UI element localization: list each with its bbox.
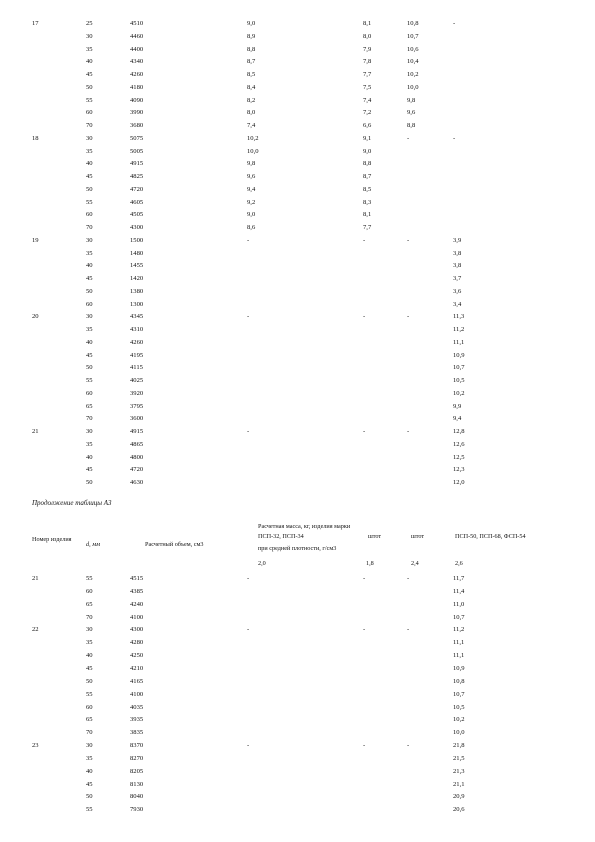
- table-row: [0, 727, 595, 738]
- cell-mass-a: -: [247, 428, 250, 435]
- cell-mass-d: 11,1: [453, 338, 465, 346]
- cell-volume: 4605: [130, 198, 144, 206]
- cell-mass-d: 10,7: [453, 613, 465, 621]
- cell-mass-a: -: [247, 575, 250, 582]
- cell-mass-d: 10,2: [453, 716, 465, 724]
- cell-mass-c: -: [407, 313, 410, 321]
- cell-mass-a: 8,6: [247, 224, 256, 231]
- cell-volume: 4720: [130, 185, 144, 193]
- cell-volume: 1380: [130, 287, 144, 295]
- table-row: [0, 184, 595, 195]
- cell-diameter: 55: [86, 575, 93, 582]
- cell-mass-b: 7,8: [363, 58, 372, 66]
- cell-diameter: 45: [86, 664, 93, 672]
- cell-volume: 4100: [130, 690, 144, 698]
- cell-mass-b: -: [363, 313, 366, 321]
- cell-mass-a: 8,9: [247, 32, 256, 40]
- table-row: [0, 133, 595, 144]
- table-row: [0, 740, 595, 751]
- header-grade-a: ПСП-32, ПСП-34: [258, 533, 304, 540]
- cell-mass-d: 10,7: [453, 364, 465, 372]
- cell-mass-d: 10,8: [453, 677, 465, 685]
- cell-mass-d: 9,9: [453, 402, 462, 410]
- table-row: [0, 31, 595, 42]
- table-row: [0, 464, 595, 475]
- cell-mass-d: 10,5: [453, 703, 465, 711]
- cell-volume: 3680: [130, 122, 144, 129]
- cell-mass-d: 10,9: [453, 351, 465, 359]
- cell-volume: 4505: [130, 211, 144, 219]
- cell-diameter: 60: [86, 389, 93, 397]
- cell-product-no: 21: [32, 428, 39, 435]
- cell-diameter: 45: [86, 466, 93, 474]
- table-row: [0, 779, 595, 790]
- table-row: [0, 222, 595, 233]
- cell-volume: 3920: [130, 389, 144, 397]
- cell-diameter: 35: [86, 440, 93, 448]
- cell-mass-d: 11,7: [453, 575, 465, 582]
- cell-volume: 4340: [130, 58, 144, 66]
- cell-volume: 4310: [130, 326, 144, 333]
- cell-mass-a: -: [247, 626, 250, 634]
- cell-mass-c: 10,2: [407, 71, 419, 78]
- cell-diameter: 50: [86, 83, 93, 91]
- cell-diameter: 50: [86, 677, 93, 685]
- table-row: [0, 375, 595, 386]
- cell-mass-d: 11,2: [453, 326, 465, 333]
- cell-mass-b: 8,3: [363, 198, 372, 206]
- table-row: [0, 197, 595, 208]
- cell-mass-a: 9,4: [247, 185, 256, 193]
- cell-diameter: 55: [86, 690, 93, 698]
- cell-diameter: 60: [86, 587, 93, 595]
- cell-volume: 4250: [130, 652, 144, 660]
- cell-mass-b: 6,6: [363, 122, 372, 129]
- cell-product-no: 18: [32, 134, 39, 142]
- cell-product-no: 23: [32, 742, 39, 750]
- cell-mass-d: 3,8: [453, 249, 462, 257]
- cell-volume: 7930: [130, 806, 144, 814]
- cell-mass-d: 3,4: [453, 300, 462, 308]
- cell-diameter: 45: [86, 780, 93, 788]
- cell-product-no: 20: [32, 313, 39, 321]
- cell-volume: 4100: [130, 613, 144, 621]
- cell-diameter: 45: [86, 351, 93, 359]
- cell-volume: 4280: [130, 639, 144, 647]
- cell-product-no: 17: [32, 20, 39, 27]
- table-row: [0, 388, 595, 399]
- cell-volume: 4260: [130, 338, 144, 346]
- header-grade-c: штот: [411, 533, 425, 540]
- cell-diameter: 60: [86, 211, 93, 219]
- cell-mass-a: 10,2: [247, 134, 259, 142]
- cell-mass-b: 7,7: [363, 224, 372, 231]
- cell-diameter: 40: [86, 160, 93, 168]
- cell-volume: 3990: [130, 109, 144, 117]
- cell-mass-c: 10,0: [407, 83, 419, 91]
- cell-mass-d: 3,6: [453, 287, 462, 295]
- cell-mass-c: -: [407, 575, 410, 582]
- cell-mass-b: 7,9: [363, 45, 372, 53]
- header-product-no: Номер изделия: [32, 536, 72, 543]
- cell-mass-b: 8,1: [363, 20, 372, 27]
- cell-mass-d: 11,2: [453, 626, 465, 634]
- cell-mass-d: 11,1: [453, 639, 465, 647]
- header-diameter: d, мм: [86, 541, 101, 548]
- cell-diameter: 30: [86, 134, 93, 142]
- cell-mass-b: 7,5: [363, 83, 372, 91]
- cell-mass-b: -: [363, 236, 366, 244]
- cell-diameter: 35: [86, 754, 93, 762]
- cell-diameter: 70: [86, 729, 93, 737]
- table-row: [0, 273, 595, 284]
- cell-volume: 8130: [130, 780, 144, 788]
- cell-mass-a: 7,4: [247, 122, 256, 129]
- cell-volume: 8040: [130, 793, 144, 801]
- table-row: [0, 401, 595, 412]
- cell-diameter: 35: [86, 45, 93, 53]
- cell-diameter: 55: [86, 198, 93, 206]
- cell-mass-d: 12,8: [453, 428, 465, 435]
- cell-mass-b: -: [363, 575, 366, 582]
- cell-mass-b: -: [363, 626, 366, 634]
- header-density-4: 2,6: [455, 560, 463, 567]
- cell-mass-a: 10,0: [247, 147, 259, 155]
- cell-volume: 8270: [130, 754, 144, 762]
- table-caption: Продолжение таблицы А3: [32, 499, 112, 507]
- cell-mass-a: 9,2: [247, 198, 256, 206]
- table-row: [0, 702, 595, 713]
- table-row: [0, 624, 595, 635]
- cell-diameter: 35: [86, 326, 93, 333]
- table-row: [0, 766, 595, 777]
- cell-volume: 4345: [130, 313, 144, 321]
- cell-mass-b: 7,4: [363, 96, 372, 104]
- header-volume: Расчетный объем, см3: [145, 541, 204, 548]
- table-row: [0, 286, 595, 297]
- cell-mass-b: -: [363, 428, 366, 435]
- table-row: [0, 44, 595, 55]
- cell-volume: 1455: [130, 262, 144, 270]
- table-row: [0, 804, 595, 815]
- cell-volume: 3835: [130, 729, 144, 737]
- cell-mass-b: 7,2: [363, 109, 372, 117]
- cell-volume: 4260: [130, 71, 144, 78]
- cell-diameter: 65: [86, 600, 93, 608]
- header-mass-title: Расчетная масса, кг, изделия марки: [258, 523, 351, 530]
- cell-volume: 4210: [130, 664, 144, 672]
- table-row: [0, 158, 595, 169]
- cell-volume: 4460: [130, 32, 144, 40]
- cell-product-no: 21: [32, 575, 39, 582]
- cell-mass-c: -: [407, 236, 410, 244]
- cell-mass-a: 9,0: [247, 20, 256, 27]
- cell-mass-d: 11,4: [453, 587, 465, 595]
- cell-mass-d: 10,7: [453, 690, 465, 698]
- table-row: [0, 171, 595, 182]
- cell-diameter: 60: [86, 109, 93, 117]
- cell-mass-c: 10,7: [407, 32, 419, 40]
- cell-diameter: 30: [86, 313, 93, 321]
- cell-mass-d: 3,7: [453, 275, 462, 282]
- cell-volume: 4300: [130, 224, 144, 231]
- table-row: [0, 235, 595, 246]
- cell-mass-d: 20,9: [453, 793, 465, 801]
- cell-diameter: 70: [86, 224, 93, 231]
- cell-mass-c: 8,8: [407, 122, 416, 129]
- cell-mass-c: 10,4: [407, 58, 419, 66]
- cell-mass-d: 12,0: [453, 479, 465, 486]
- cell-mass-a: 8,4: [247, 83, 256, 91]
- cell-diameter: 45: [86, 173, 93, 180]
- cell-diameter: 40: [86, 652, 93, 660]
- cell-mass-d: 11,3: [453, 313, 465, 321]
- cell-diameter: 45: [86, 71, 93, 78]
- cell-mass-b: 8,1: [363, 211, 372, 219]
- header-density-2: 1,8: [366, 560, 374, 567]
- cell-mass-a: -: [247, 742, 250, 750]
- table-row: [0, 586, 595, 597]
- cell-mass-a: 8,2: [247, 96, 256, 104]
- table-row: [0, 426, 595, 437]
- cell-volume: 4300: [130, 626, 144, 634]
- table-row: [0, 599, 595, 610]
- table-row: [0, 120, 595, 131]
- table-row: [0, 612, 595, 623]
- cell-mass-b: 8,8: [363, 160, 372, 168]
- cell-mass-d: 11,1: [453, 652, 465, 660]
- cell-volume: 4240: [130, 600, 144, 608]
- cell-diameter: 55: [86, 806, 93, 814]
- cell-volume: 1420: [130, 275, 144, 282]
- cell-mass-d: 21,1: [453, 780, 465, 788]
- cell-volume: 4180: [130, 83, 144, 91]
- cell-volume: 4385: [130, 587, 144, 595]
- cell-mass-d: 12,6: [453, 440, 465, 448]
- cell-mass-c: 10,6: [407, 45, 419, 53]
- cell-mass-c: -: [407, 742, 410, 750]
- cell-mass-d: 11,0: [453, 600, 465, 608]
- cell-volume: 4115: [130, 364, 143, 372]
- header-grade-d: ПСП-50, ПСП-68, ФСП-54: [455, 533, 526, 540]
- cell-mass-b: 8,7: [363, 173, 372, 180]
- cell-volume: 4825: [130, 173, 144, 180]
- header-grade-b: штот: [368, 533, 382, 540]
- table-row: [0, 146, 595, 157]
- cell-mass-c: -: [407, 626, 410, 634]
- cell-volume: 4510: [130, 20, 144, 27]
- table-row: [0, 299, 595, 310]
- cell-mass-b: 8,5: [363, 185, 372, 193]
- cell-mass-d: 3,8: [453, 262, 462, 270]
- cell-diameter: 30: [86, 626, 93, 634]
- cell-mass-c: -: [407, 134, 410, 142]
- cell-mass-b: 9,1: [363, 134, 372, 142]
- cell-diameter: 70: [86, 415, 93, 423]
- cell-mass-d: 10,5: [453, 377, 465, 384]
- cell-mass-b: 9,0: [363, 147, 372, 155]
- cell-mass-c: 9,6: [407, 109, 416, 117]
- cell-volume: 5005: [130, 147, 144, 155]
- cell-diameter: 40: [86, 453, 93, 461]
- table-row: [0, 753, 595, 764]
- cell-volume: 3935: [130, 716, 144, 724]
- cell-mass-d: 12,3: [453, 466, 465, 474]
- cell-volume: 8370: [130, 742, 144, 750]
- table-row: [0, 477, 595, 488]
- table-row: [0, 573, 595, 584]
- table-row: [0, 260, 595, 271]
- cell-diameter: 30: [86, 236, 93, 244]
- cell-diameter: 45: [86, 275, 93, 282]
- cell-diameter: 55: [86, 377, 93, 384]
- cell-volume: 4865: [130, 440, 144, 448]
- cell-mass-d: 12,5: [453, 453, 465, 461]
- cell-volume: 1500: [130, 236, 144, 244]
- cell-diameter: 40: [86, 338, 93, 346]
- cell-volume: 4165: [130, 677, 144, 685]
- table-row: [0, 452, 595, 463]
- cell-volume: 4025: [130, 377, 144, 384]
- table-row: [0, 350, 595, 361]
- table-row: [0, 107, 595, 118]
- cell-mass-a: 8,7: [247, 58, 256, 66]
- cell-mass-d: 21,8: [453, 742, 465, 750]
- table-row: [0, 791, 595, 802]
- cell-volume: 1300: [130, 300, 144, 308]
- cell-diameter: 30: [86, 428, 93, 435]
- cell-volume: 4400: [130, 45, 144, 53]
- cell-extra: -: [453, 20, 456, 27]
- cell-mass-d: 9,4: [453, 415, 462, 423]
- cell-mass-a: 9,8: [247, 160, 256, 168]
- table-row: [0, 637, 595, 648]
- cell-diameter: 40: [86, 58, 93, 66]
- table-row: [0, 56, 595, 67]
- cell-volume: 8205: [130, 767, 144, 775]
- cell-volume: 4800: [130, 453, 144, 461]
- table-row: [0, 324, 595, 335]
- cell-diameter: 30: [86, 742, 93, 750]
- cell-mass-a: 8,8: [247, 45, 256, 53]
- cell-diameter: 50: [86, 364, 93, 372]
- header-density-3: 2,4: [411, 560, 419, 567]
- cell-diameter: 70: [86, 613, 93, 621]
- cell-mass-b: -: [363, 742, 366, 750]
- cell-volume: 4630: [130, 479, 144, 486]
- cell-product-no: 19: [32, 236, 39, 244]
- cell-mass-d: 10,0: [453, 729, 465, 737]
- cell-volume: 1480: [130, 249, 144, 257]
- table-row: [0, 663, 595, 674]
- cell-diameter: 35: [86, 147, 93, 155]
- cell-volume: 4195: [130, 351, 144, 359]
- cell-diameter: 25: [86, 20, 93, 27]
- cell-mass-b: 8,0: [363, 32, 372, 40]
- cell-diameter: 40: [86, 767, 93, 775]
- cell-mass-d: 10,9: [453, 664, 465, 672]
- cell-diameter: 65: [86, 716, 93, 724]
- cell-mass-a: -: [247, 313, 250, 321]
- cell-diameter: 50: [86, 479, 93, 486]
- cell-mass-d: 10,2: [453, 389, 465, 397]
- cell-mass-a: 8,0: [247, 109, 256, 117]
- table-row: [0, 362, 595, 373]
- cell-volume: 4035: [130, 703, 144, 711]
- header-density-note: при средней плотности, г/см3: [258, 545, 337, 552]
- cell-volume: 4515: [130, 575, 144, 582]
- cell-mass-a: -: [247, 236, 250, 244]
- table-row: [0, 676, 595, 687]
- table-row: [0, 248, 595, 259]
- cell-mass-c: 10,8: [407, 20, 419, 27]
- table-row: [0, 337, 595, 348]
- header-density-1: 2,0: [258, 560, 266, 567]
- cell-diameter: 50: [86, 287, 93, 295]
- cell-extra: -: [453, 134, 456, 142]
- cell-diameter: 40: [86, 262, 93, 270]
- table-row: [0, 95, 595, 106]
- cell-mass-a: 8,5: [247, 71, 256, 78]
- cell-mass-d: 21,3: [453, 767, 465, 775]
- cell-mass-a: 9,0: [247, 211, 256, 219]
- cell-volume: 3600: [130, 415, 144, 423]
- table-row: [0, 689, 595, 700]
- cell-mass-c: 9,8: [407, 96, 416, 104]
- cell-product-no: 22: [32, 626, 39, 634]
- table-row: [0, 69, 595, 80]
- cell-mass-c: -: [407, 428, 410, 435]
- cell-volume: 4720: [130, 466, 144, 474]
- cell-diameter: 50: [86, 185, 93, 193]
- cell-volume: 4915: [130, 428, 144, 435]
- cell-mass-d: 21,5: [453, 754, 465, 762]
- table-row: [0, 18, 595, 29]
- cell-mass-a: 9,6: [247, 173, 256, 180]
- table-row: [0, 413, 595, 424]
- cell-diameter: 65: [86, 402, 93, 410]
- cell-diameter: 70: [86, 122, 93, 129]
- table-row: [0, 82, 595, 93]
- cell-diameter: 55: [86, 96, 93, 104]
- table-row: [0, 209, 595, 220]
- cell-diameter: 60: [86, 703, 93, 711]
- cell-diameter: 50: [86, 793, 93, 801]
- cell-volume: 4090: [130, 96, 144, 104]
- cell-volume: 5075: [130, 134, 144, 142]
- cell-diameter: 35: [86, 639, 93, 647]
- cell-volume: 4915: [130, 160, 144, 168]
- table-row: [0, 650, 595, 661]
- cell-diameter: 60: [86, 300, 93, 308]
- cell-mass-d: 20,6: [453, 806, 465, 814]
- cell-volume: 3795: [130, 402, 144, 410]
- cell-diameter: 30: [86, 32, 93, 40]
- cell-mass-b: 7,7: [363, 71, 372, 78]
- cell-mass-d: 3,9: [453, 236, 462, 244]
- table-row: [0, 439, 595, 450]
- cell-diameter: 35: [86, 249, 93, 257]
- table-row: [0, 714, 595, 725]
- table-row: [0, 311, 595, 322]
